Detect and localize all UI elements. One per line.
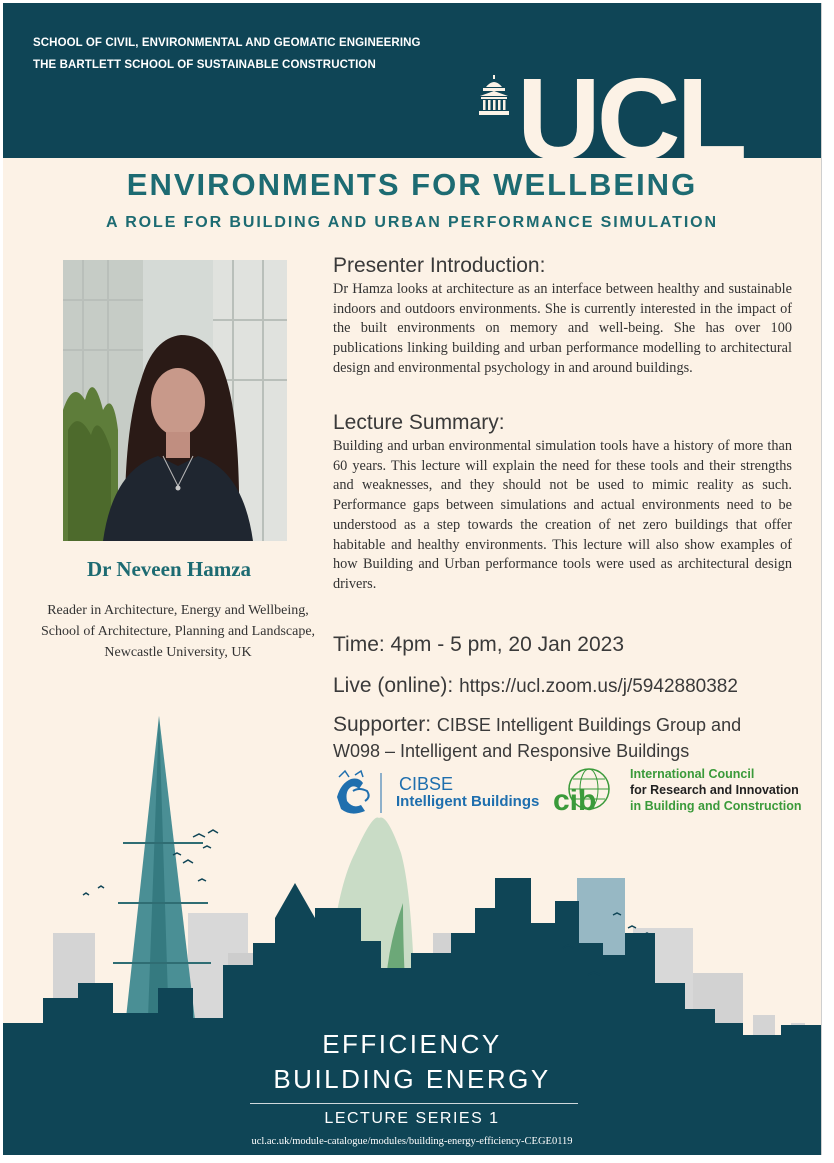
intro-heading: Presenter Introduction: [333, 254, 546, 277]
page-subtitle: A ROLE FOR BUILDING AND URBAN PERFORMANCE SIMULATION [106, 214, 718, 231]
presenter-photo [63, 260, 287, 541]
footer-divider [250, 1103, 578, 1104]
event-time: Time: 4pm - 5 pm, 20 Jan 2023 [333, 633, 625, 656]
supporter-label: Supporter: [333, 713, 437, 736]
footer-title-line-2: BUILDING ENERGY [273, 1064, 551, 1094]
cib-logo [549, 767, 625, 819]
presenter-name: Dr Neveen Hamza [86, 557, 252, 581]
cib-name-line-2: for Research and Innovation [630, 783, 799, 797]
cib-mark: cib [553, 784, 597, 817]
page-title: ENVIRONMENTS FOR WELLBEING [126, 167, 698, 202]
live-online [333, 674, 738, 698]
ucl-logo: UCL [517, 54, 744, 184]
school-name-bartlett: THE BARTLETT SCHOOL OF SUSTAINABLE CONSTRUCTION [33, 59, 376, 71]
footer-title-line-1: EFFICIENCY [322, 1029, 502, 1059]
intro-text: Dr Hamza looks at architecture as an interface between healthy and sustainable indoors and outdoors environments. She is currently interested in the impact of the built environments on memory and well-being. She has over 100 publications linking building and urban performance modelling to architectural design and environmental psychology in and around buildings. [333, 281, 792, 376]
cib-name-line-3: in Building and Construction [630, 799, 802, 813]
module-url[interactable]: ucl.ac.uk/module-catalogue/modules/building-energy-efficiency-CEGE0119 [251, 1136, 573, 1147]
portico-icon [477, 75, 511, 115]
presenter-role: Reader in Architecture, Energy and Wellbeing, School of Architecture, Planning and Landscape, Newcastle University, UK [40, 603, 316, 660]
cib-name-line-1: International Council [630, 767, 755, 781]
cibse-subtitle: Intelligent Buildings [396, 793, 540, 810]
supporter-text-2: W098 – Intelligent and Responsive Buildings [333, 741, 690, 761]
supporter-text-1: CIBSE Intelligent Buildings Group and [436, 715, 742, 735]
poster [3, 3, 822, 1155]
cibse-name: CIBSE [399, 774, 454, 794]
live-label: Live (online): [333, 674, 460, 697]
summary-text: Building and urban environmental simulation tools have a history of more than 60 years. This lecture will explain the need for these tools and their strengths and weaknesses, and they should not be used to mimic reality as such. Performance gaps between simulations and actual environments need to be understood as a step towards the creation of net zero buildings that offer habitable and healthy environments. This lecture will also show examples of how Building and Urban performance tools were used as architectural design drivers. [333, 438, 792, 592]
zoom-link[interactable]: https://ucl.zoom.us/j/5942880382 [459, 676, 738, 697]
summary-heading: Lecture Summary: [333, 411, 505, 434]
school-name-civil: SCHOOL OF CIVIL, ENVIRONMENTAL AND GEOMATIC ENGINEERING [33, 37, 421, 49]
lecture-series-label: LECTURE SERIES 1 [324, 1110, 500, 1127]
